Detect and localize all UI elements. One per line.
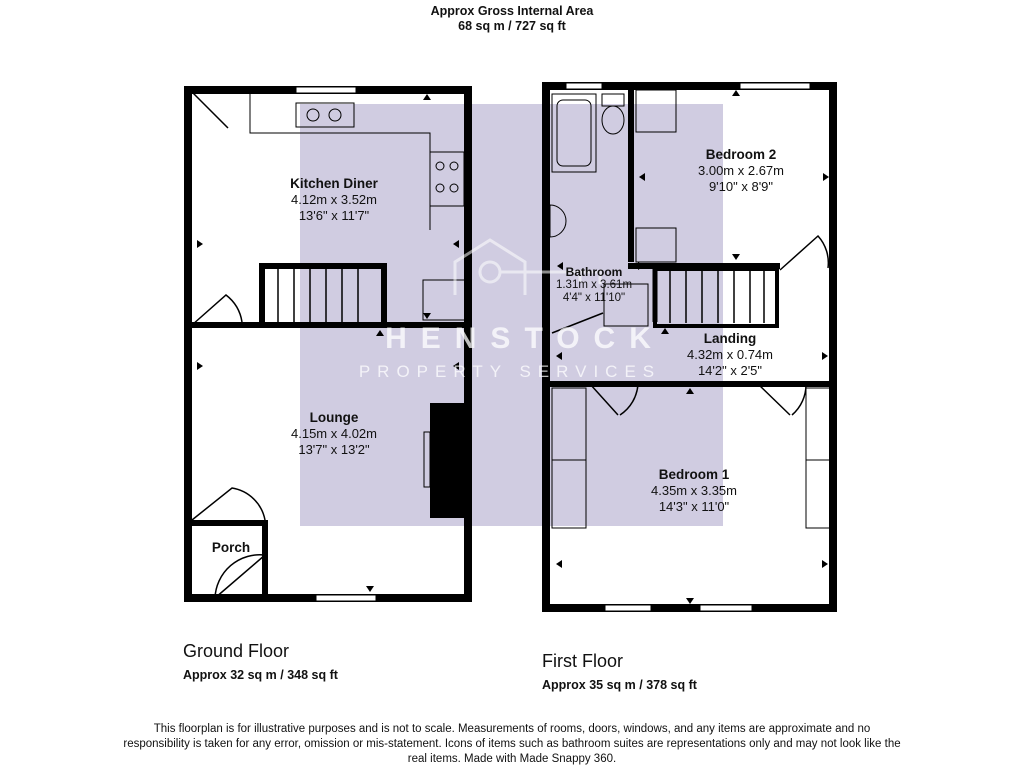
room-metric: 3.00m x 2.67m [698,163,784,178]
room-bathroom [548,266,640,305]
ground-floor-title: Ground Floor [183,641,290,661]
ground-floor-area: Approx 32 sq m / 348 sq ft [183,668,338,682]
watermark-block [300,104,723,526]
room-name: Lounge [309,410,359,425]
room-bedroom-2 [661,147,821,195]
room-metric: 4.32m x 0.74m [687,347,773,362]
room-porch [196,540,266,556]
room-imperial: 13'6" x 11'7" [298,208,370,223]
room-metric: 1.31m x 3.61m [555,279,633,291]
first-floor-title: First Floor [542,651,623,671]
room-imperial: 4'4" x 11'10" [562,292,626,304]
room-imperial: 14'3" x 11'0" [658,499,730,514]
room-metric: 4.35m x 3.35m [651,483,737,498]
first-floor-area: Approx 35 sq m / 378 sq ft [542,678,697,692]
room-metric: 4.12m x 3.52m [291,192,377,207]
watermark-tagline: PROPERTY SERVICES [358,362,662,381]
room-name: Bedroom 2 [705,147,777,162]
room-lounge [254,410,414,458]
room-name: Bathroom [565,265,623,279]
room-bedroom-1 [614,467,774,515]
watermark-brand: HENSTOCK [385,322,665,355]
room-name: Porch [211,540,251,555]
room-name: Landing [703,331,757,346]
room-name: Bedroom 1 [658,467,730,482]
gross-area-title: Approx Gross Internal Area [430,4,594,18]
room-metric: 4.15m x 4.02m [291,426,377,441]
room-kitchen-diner [254,176,414,224]
disclaimer: This floorplan is for illustrative purposes and is not to scale. Measurements of rooms, doors, windows, and any items are approximate and no responsibility is taken for any error, omission or mis-statement. Icons of items such as bathroom suites are representations only and may not look like the real items. Made with Made Snappy 360. [123,723,901,765]
room-name: Kitchen Diner [290,176,378,191]
gross-area-value: 68 sq m / 727 sq ft [458,19,566,33]
room-landing [650,331,810,379]
room-imperial: 14'2" x 2'5" [697,363,763,378]
room-imperial: 9'10" x 8'9" [708,179,774,194]
room-imperial: 13'7" x 13'2" [298,442,370,457]
